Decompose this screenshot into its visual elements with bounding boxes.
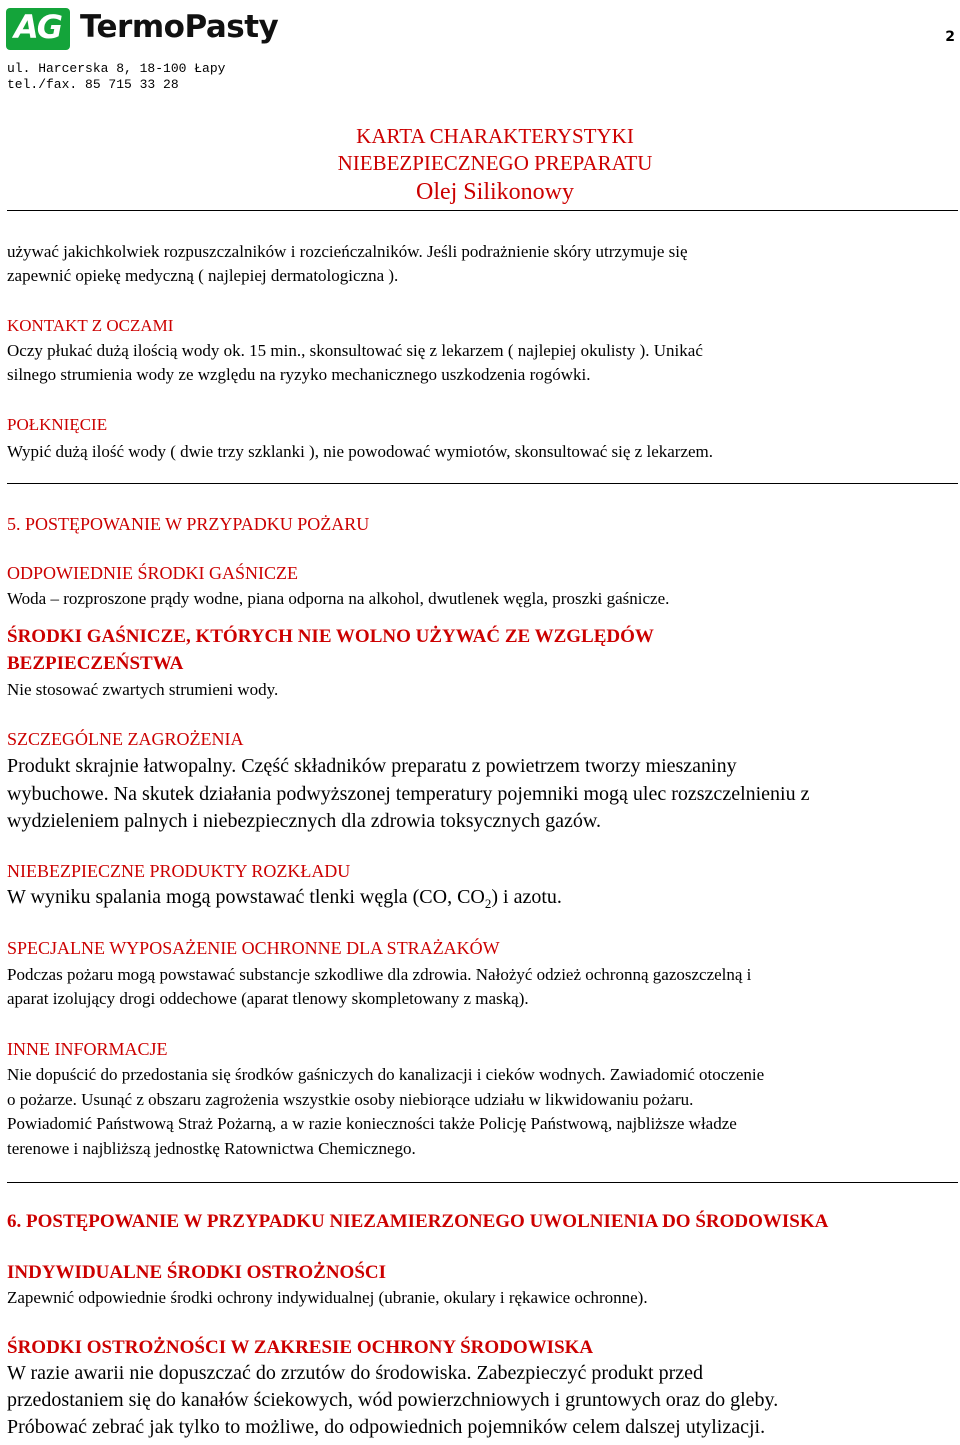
special-hazards-heading: SZCZEGÓLNE ZAGROŻENIA [7, 729, 244, 749]
company-logo-mark [6, 8, 70, 50]
environmental-precautions-heading: ŚRODKI OSTROŻNOŚCI W ZAKRESIE OCHRONY ŚRODOWISKA [7, 1337, 594, 1358]
paragraph-line: Produkt skrajnie łatwopalny. Część składników preparatu z powietrzem tworzy mieszaniny [7, 755, 737, 777]
paragraph-line: o pożarze. Usunąć z obszaru zagrożenia wszystkie osoby niebiorące udziału w likwidowaniu pożaru. [7, 1090, 694, 1109]
other-information-heading: INNE INFORMACJE [7, 1039, 168, 1059]
forbidden-media-heading: ŚRODKI GAŚNICZE, KTÓRYCH NIE WOLNO UŻYWAĆ ZE WZGLĘDÓW [7, 626, 654, 647]
decomposition-text: W wyniku spalania mogą powstawać tlenki węgla (CO, CO [7, 886, 485, 908]
document-title-line2: NIEBEZPIECZNEGO PREPARATU [337, 151, 653, 175]
decomposition-line [7, 886, 562, 912]
paragraph-line: Powiadomić Państwową Straż Pożarną, a w razie konieczności także Policję Państwową, najbliższe władze [7, 1114, 737, 1133]
paragraph-line: Oczy płukać dużą ilością wody ok. 15 min., skonsultować się z lekarzem ( najlepiej okulisty ). Unikać [7, 341, 703, 360]
company-phone: tel./fax. 85 715 33 28 [7, 77, 179, 92]
paragraph-line: wybuchowe. Na skutek działania podwyższonej temperatury pojemniki mogą ulec rozszczelnieniu z [7, 783, 810, 805]
section-divider [7, 1182, 958, 1183]
product-name: Olej Silikonowy [415, 179, 574, 205]
firefighter-equipment-heading: SPECJALNE WYPOSAŻENIE OCHRONNE DLA STRAŻAKÓW [7, 938, 500, 958]
paragraph-line: Zapewnić odpowiednie środki ochrony indywidualnej (ubranie, okulary i rękawice ochronne). [7, 1288, 648, 1307]
company-name: TermoPasty [80, 9, 279, 45]
swallowing-heading: POŁKNIĘCIE [7, 415, 108, 434]
paragraph-line: Woda – rozproszone prądy wodne, piana odporna na alkohol, dwutlenek węgla, proszki gaśnicze. [7, 589, 670, 608]
paragraph-line: Nie dopuścić do przedostania się środków gaśniczych do kanalizacji i cieków wodnych. Zawiadomić otoczenie [7, 1065, 765, 1084]
paragraph-line: W razie awarii nie dopuszczać do zrzutów do środowiska. Zabezpieczyć produkt przed [7, 1362, 703, 1384]
document-title-line1: KARTA CHARAKTERYSTYKI [356, 124, 634, 148]
co2-subscript: 2 [484, 896, 492, 911]
paragraph-line: zapewnić opiekę medyczną ( najlepiej dermatologiczna ). [7, 266, 399, 285]
paragraph-line: używać jakichkolwiek rozpuszczalników i rozcieńczalników. Jeśli podrażnienie skóry utrzymuje się [7, 242, 688, 261]
extinguishing-media-heading: ODPOWIEDNIE ŚRODKI GAŚNICZE [7, 563, 298, 583]
paragraph-line: Próbować zebrać jak tylko to możliwe, do odpowiednich pojemników celem dalszej utylizacji. [7, 1416, 766, 1438]
page-number: 2 [945, 29, 955, 45]
paragraph-line: wydzieleniem palnych i niebezpiecznych dla zdrowia toksycznych gazów. [7, 810, 602, 832]
paragraph-line: aparat izolujący drogi oddechowe (aparat tlenowy skompletowany z maską). [7, 989, 529, 1008]
section-6-title: 6. POSTĘPOWANIE W PRZYPADKU NIEZAMIERZONEGO UWOLNIENIA DO ŚRODOWISKA [7, 1211, 829, 1232]
paragraph-line: przedostaniem się do kanałów ściekowych, wód powierzchniowych i gruntowych oraz do gleby. [7, 1389, 779, 1411]
eye-contact-heading: KONTAKT Z OCZAMI [7, 316, 174, 335]
paragraph-line: silnego strumienia wody ze względu na ryzyko mechanicznego uszkodzenia rogówki. [7, 365, 591, 384]
section-5-title: 5. POSTĘPOWANIE W PRZYPADKU POŻARU [7, 514, 370, 534]
header-divider [7, 210, 958, 211]
forbidden-media-heading-cont: BEZPIECZEŃSTWA [7, 653, 184, 674]
paragraph-line: Wypić dużą ilość wody ( dwie trzy szklanki ), nie powodować wymiotów, skonsultować się z lekarzem. [7, 442, 714, 461]
decomposition-text-end: ) i azotu. [491, 886, 562, 908]
company-address: ul. Harcerska 8, 18-100 Łapy [7, 61, 226, 76]
paragraph-line: Podczas pożaru mogą powstawać substancje szkodliwe dla zdrowia. Nałożyć odzież ochronną gazoszczelną i [7, 965, 752, 984]
section-divider [7, 483, 958, 484]
paragraph-line: Nie stosować zwartych strumieni wody. [7, 680, 279, 699]
logo-mark-text: AG [14, 8, 62, 46]
decomposition-products-heading: NIEBEZPIECZNE PRODUKTY ROZKŁADU [7, 861, 351, 881]
paragraph-line: terenowe i najbliższą jednostkę Ratownictwa Chemicznego. [7, 1139, 416, 1158]
personal-precautions-heading: INDYWIDUALNE ŚRODKI OSTROŻNOŚCI [7, 1262, 387, 1283]
